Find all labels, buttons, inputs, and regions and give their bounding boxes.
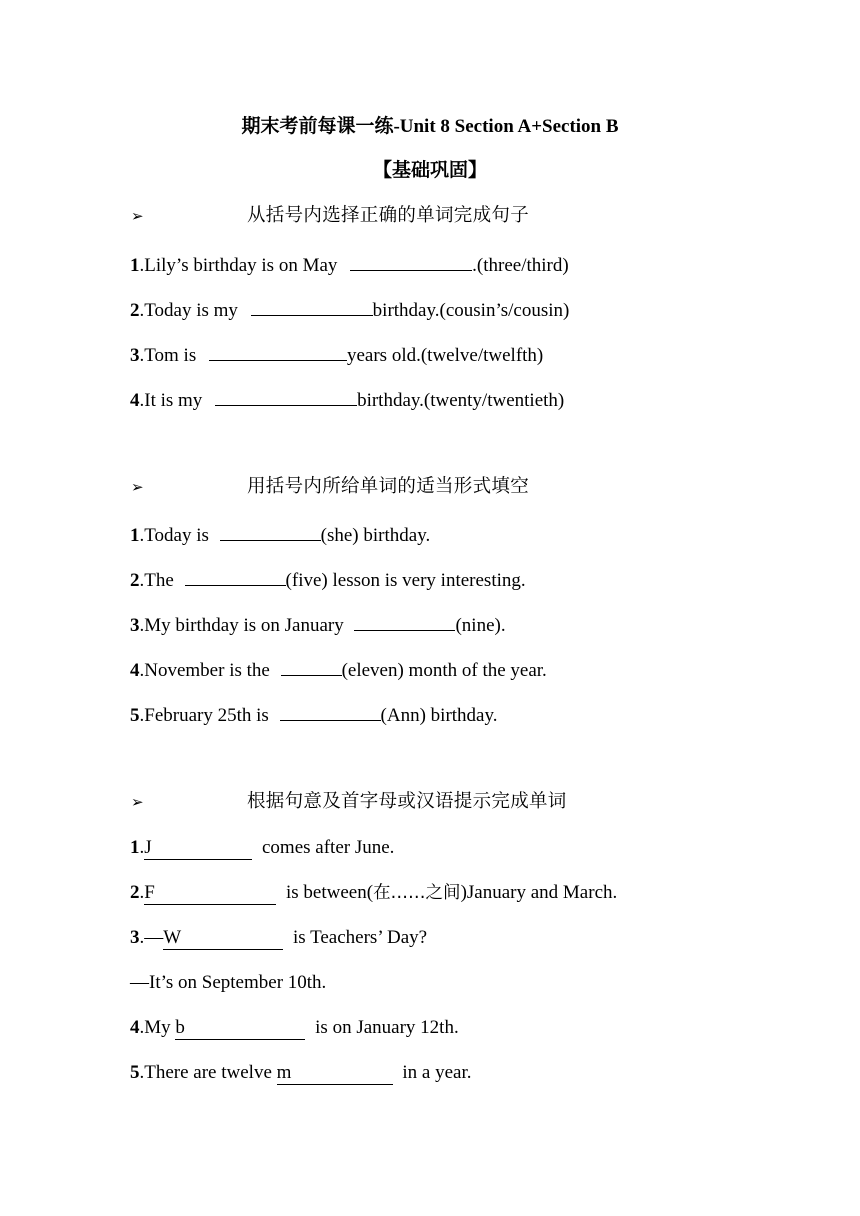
exercise-line: 3.Tom is years old.(twelve/twelfth) [130, 339, 543, 365]
arrow-bullet-icon: ➢ [131, 478, 144, 496]
answer-blank[interactable] [281, 654, 342, 676]
arrow-bullet-icon: ➢ [131, 207, 144, 225]
document-title: 期末考前每课一练-Unit 8 Section A+Section B [241, 116, 619, 137]
answer-blank[interactable]: W [163, 927, 283, 950]
exercise-line: 3.—W is Teachers’ Day? [130, 927, 428, 948]
exercise-line: 2.F is between(在……之间)January and March. [130, 882, 618, 903]
exercise-line: 1.J comes after June. [130, 837, 395, 858]
answer-blank[interactable]: b [175, 1017, 305, 1040]
exercise-line: 2.Today is my birthday.(cousin’s/cousin) [130, 294, 569, 320]
answer-blank[interactable] [354, 609, 455, 631]
section-heading-text: 用括号内所给单词的适当形式填空 [247, 476, 530, 497]
section-heading-text: 从括号内选择正确的单词完成句子 [247, 205, 530, 226]
exercise-line: 4.It is my birthday.(twenty/twentieth) [130, 384, 564, 410]
exercise-line: 2.The (five) lesson is very interesting. [130, 564, 526, 590]
answer-blank[interactable] [220, 519, 321, 541]
answer-blank[interactable] [280, 699, 381, 721]
answer-blank[interactable] [185, 564, 286, 586]
answer-blank[interactable] [350, 249, 472, 271]
arrow-bullet-icon: ➢ [131, 793, 144, 811]
answer-blank[interactable]: F [144, 882, 276, 905]
answer-blank[interactable]: m [277, 1062, 393, 1085]
exercise-line: 1.Lily’s birthday is on May .(three/third) [130, 249, 569, 275]
exercise-line: 3.My birthday is on January (nine). [130, 609, 506, 635]
exercise-line: 1.Today is (she) birthday. [130, 519, 430, 545]
answer-blank[interactable] [251, 294, 373, 316]
answer-blank[interactable]: J [144, 837, 252, 860]
answer-blank[interactable] [215, 384, 357, 406]
exercise-line: 4.My b is on January 12th. [130, 1017, 459, 1038]
exercise-line: 4.November is the (eleven) month of the year. [130, 654, 547, 680]
exercise-line: 5.There are twelve m in a year. [130, 1062, 472, 1083]
answer-line: —It’s on September 10th. [130, 972, 327, 993]
answer-blank[interactable] [209, 339, 347, 361]
section-heading-text: 根据句意及首字母或汉语提示完成单词 [247, 791, 567, 812]
section-label-basic: 【基础巩固】 [372, 160, 487, 181]
exercise-line: 5.February 25th is (Ann) birthday. [130, 699, 498, 725]
